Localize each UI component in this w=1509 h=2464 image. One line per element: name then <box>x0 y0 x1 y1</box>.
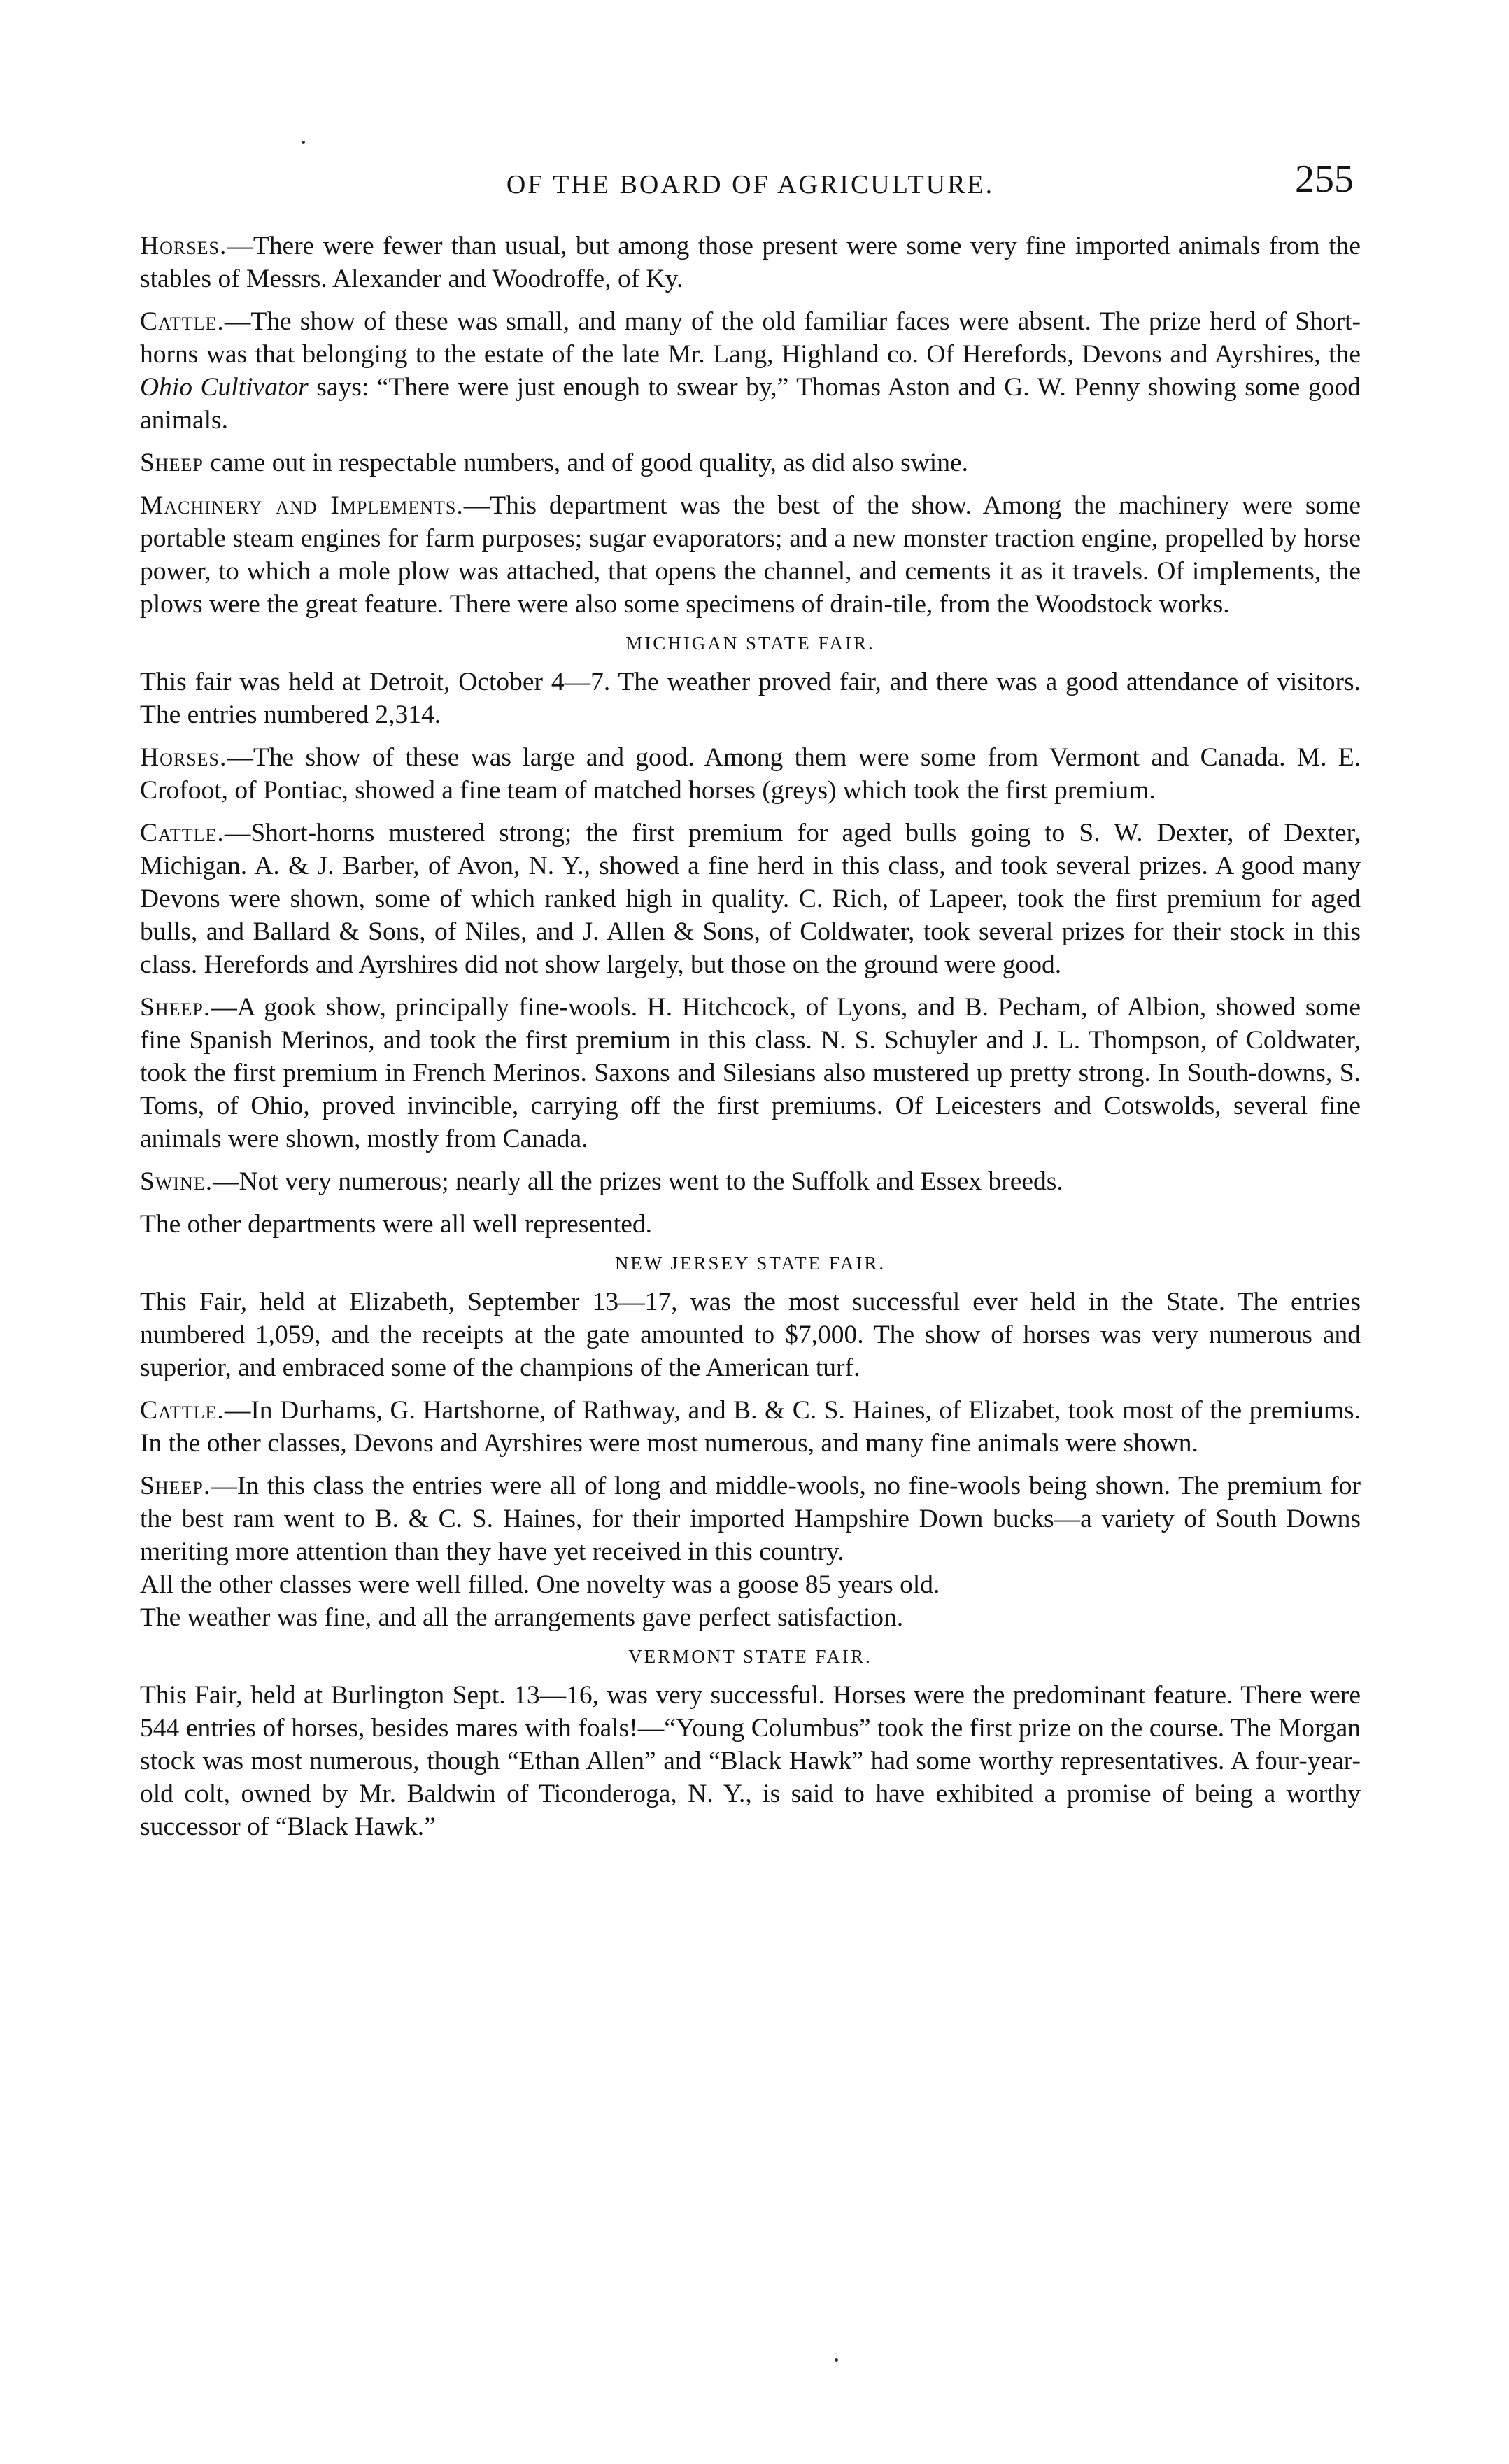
periodical-title: Ohio Cultivator <box>140 373 309 402</box>
paragraph-text: —There were fewer than usual, but among those present were some very fine imported animals from the stables of Messrs. Alexander and Woodroffe, of Ky. <box>140 232 1361 293</box>
new-jersey-sheep-paragraph <box>140 1470 1361 1568</box>
print-speck <box>835 2358 838 2362</box>
sheep-lead: Sheep. <box>140 1472 211 1500</box>
page-header <box>140 157 1361 213</box>
cattle-lead: Cattle. <box>140 307 225 336</box>
cattle-lead: Cattle. <box>140 819 225 847</box>
paragraph-text: —In this class the entries were all of long and middle-wools, no fine-wools being shown. The premium for the best ram went to B. & C. S. Haines, for their imported Hampshire Down bucks—a variety of South Downs meriting more attention than they have yet received in this country. <box>140 1472 1361 1566</box>
horses-lead: Horses. <box>140 232 227 260</box>
michigan-horses-paragraph <box>140 741 1361 807</box>
paragraph-text: —Not very numerous; nearly all the prizes went to the Suffolk and Essex breeds. <box>213 1167 1063 1196</box>
michigan-cattle-paragraph <box>140 817 1361 981</box>
running-title: OF THE BOARD OF AGRICULTURE. <box>506 170 995 199</box>
horses-lead: Horses. <box>140 743 227 772</box>
new-jersey-intro-paragraph: This Fair, held at Elizabeth, September 13—17, was the most successful ever held in the State. The entries numbered 1,059, and the receipts at the gate amounted to $7,000. The show of horses was very numerous and superior, and embraced some of the champions of the American turf. <box>140 1288 1361 1382</box>
page-body <box>140 230 1361 1853</box>
michigan-other-paragraph: The other departments were all well represented. <box>140 1210 652 1239</box>
ohio-machinery-paragraph <box>140 489 1361 621</box>
paragraph-text: —Short-horns mustered strong; the first premium for aged bulls going to S. W. Dexter, of Dexter, Michigan. A. & J. Barber, of Avon, N. Y., showed a fine herd in this class, and took several prizes. A good many Devons were shown, some of which ranked high in quality. C. Rich, of Lapeer, took the first premium for aged bulls, and Ballard & Sons, of Niles, and J. Allen & Sons, of Coldwater, took several prizes for their stock in this class. Herefords and Ayrshires did not show largely, but those on the ground were good. <box>140 819 1361 979</box>
michigan-swine-paragraph <box>140 1165 1361 1198</box>
paragraph-text: says: “There were just enough to swear by,” Thomas Aston and G. W. Penny showing some good animals. <box>140 373 1361 435</box>
cattle-lead: Cattle. <box>140 1396 225 1425</box>
paragraph-text: —The show of these was small, and many of the old familiar faces were absent. The prize herd of Short-horns was that belonging to the estate of the late Mr. Lang, Highland co. Of Herefords, Devons and Ayrshires, the <box>140 307 1361 369</box>
new-jersey-other-classes-paragraph: All the other classes were well filled. One novelty was a goose 85 years old. <box>140 1570 940 1599</box>
paragraph-text: —This department was the best of the show. Among the machinery were some portable steam engines for farm purposes; sugar evaporators; and a new monster traction engine, propelled by horse power, to which a mole plow was attached, that opens the channel, and cements it as it travels. Of implements, the plows were the great feature. There were also some specimens of drain-tile, from the Woodstock works. <box>140 491 1361 619</box>
michigan-intro-paragraph: This fair was held at Detroit, October 4—7. The weather proved fair, and there was a good attendance of visitors. The entries numbered 2,314. <box>140 668 1361 729</box>
new-jersey-cattle-paragraph <box>140 1394 1361 1460</box>
paragraph-text: —A gook show, principally fine-wools. H. Hitchcock, of Lyons, and B. Pecham, of Albion, showed some fine Spanish Merinos, and took the first premium in this class. N. S. Schuyler and J. L. Thompson, of Coldwater, took the first premium in French Merinos. Saxons and Silesians also mustered up pretty strong. In South-downs, S. Toms, of Ohio, proved invincible, carrying off the first premiums. Of Leicesters and Cotswolds, several fine animals were shown, mostly from Canada. <box>140 993 1361 1153</box>
vermont-intro-paragraph: This Fair, held at Burlington Sept. 13—16, was very successful. Horses were the predominant feature. There were 544 entries of horses, besides mares with foals!—“Young Columbus” took the first prize on the course. The Morgan stock was most numerous, though “Ethan Allen” and “Black Hawk” had some worthy representatives. A four-year-old colt, owned by Mr. Baldwin of Ticonderoga, N. Y., is said to have exhibited a promise of being a worthy successor of “Black Hawk.” <box>140 1681 1361 1841</box>
page-number: 255 <box>1295 157 1354 201</box>
paragraph-text: —In Durhams, G. Hartshorne, of Rathway, and B. & C. S. Haines, of Elizabet, took most of the premiums. In the other classes, Devons and Ayrshires were most numerous, and many fine animals were shown. <box>140 1396 1361 1458</box>
michigan-sheep-paragraph <box>140 991 1361 1155</box>
new-jersey-heading: NEW JERSEY STATE FAIR. <box>614 1253 886 1274</box>
print-speck <box>302 141 305 144</box>
swine-lead: Swine. <box>140 1167 213 1196</box>
ohio-horses-paragraph <box>140 230 1361 295</box>
new-jersey-weather-paragraph: The weather was fine, and all the arrangements gave perfect satisfaction. <box>140 1603 904 1632</box>
ohio-cattle-paragraph <box>140 305 1361 437</box>
paragraph-text: came out in respectable numbers, and of good quality, as did also swine. <box>203 449 968 477</box>
sheep-lead: Sheep. <box>140 993 211 1022</box>
sheep-lead: Sheep <box>140 449 204 477</box>
machinery-lead: Machinery and Implements. <box>140 491 464 520</box>
ohio-sheep-paragraph <box>140 446 1361 479</box>
paragraph-text: —The show of these was large and good. Among them were some from Vermont and Canada. M. E. Crofoot, of Pontiac, showed a fine team of matched horses (greys) which took the first premium. <box>140 743 1361 805</box>
michigan-heading: MICHIGAN STATE FAIR. <box>625 633 875 654</box>
vermont-heading: VERMONT STATE FAIR. <box>628 1646 872 1667</box>
